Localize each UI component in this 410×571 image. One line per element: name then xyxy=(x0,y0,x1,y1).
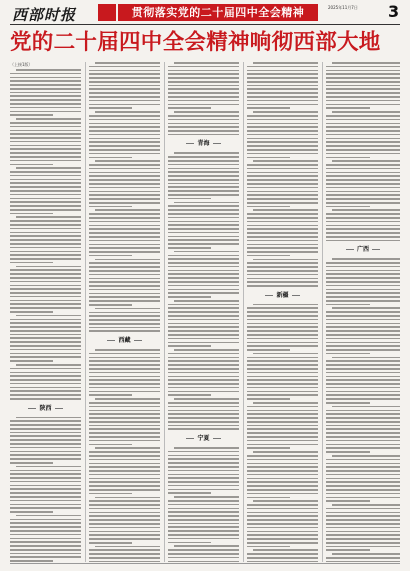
byline: （上接1版） xyxy=(10,62,33,67)
section-heading-xizang: 西藏 xyxy=(89,336,160,346)
column-text xyxy=(326,258,400,562)
column-text xyxy=(168,447,239,562)
section-heading-xinjiang: 新疆 xyxy=(247,291,318,301)
column-text xyxy=(89,62,160,332)
column-divider xyxy=(243,62,244,562)
article-body xyxy=(10,62,400,562)
theme-banner: 贯彻落实党的二十届四中全会精神 xyxy=(118,4,318,21)
column-text xyxy=(10,417,81,562)
text-column-3 xyxy=(168,62,239,562)
column-text xyxy=(168,152,239,430)
section-heading-shaanxi: 陕西 xyxy=(10,404,81,414)
section-heading-ningxia: 宁夏 xyxy=(168,434,239,444)
header-rule xyxy=(10,24,400,25)
date-line: 2025年11月7日 xyxy=(328,5,358,10)
text-column-4 xyxy=(247,62,318,562)
column-text xyxy=(168,62,239,135)
page-headline: 党的二十届四中全会精神响彻西部大地 xyxy=(10,30,381,55)
column-text xyxy=(247,62,318,287)
column-divider xyxy=(164,62,165,562)
page-number: 3 xyxy=(388,2,400,21)
footer-rule xyxy=(10,563,400,564)
column-divider xyxy=(322,62,323,562)
column-text xyxy=(326,62,400,241)
text-column-2 xyxy=(89,62,160,562)
column-divider xyxy=(85,62,86,562)
newspaper-logo: 西部时报 xyxy=(12,6,77,24)
column-text xyxy=(247,304,318,562)
text-column-5 xyxy=(326,62,400,562)
column-text xyxy=(10,69,81,400)
text-column-1 xyxy=(10,62,81,562)
banner-accent xyxy=(98,4,116,21)
section-heading-qinghai: 青海 xyxy=(168,139,239,149)
column-text xyxy=(89,349,160,562)
section-heading-guangxi: 广西 xyxy=(326,245,400,255)
